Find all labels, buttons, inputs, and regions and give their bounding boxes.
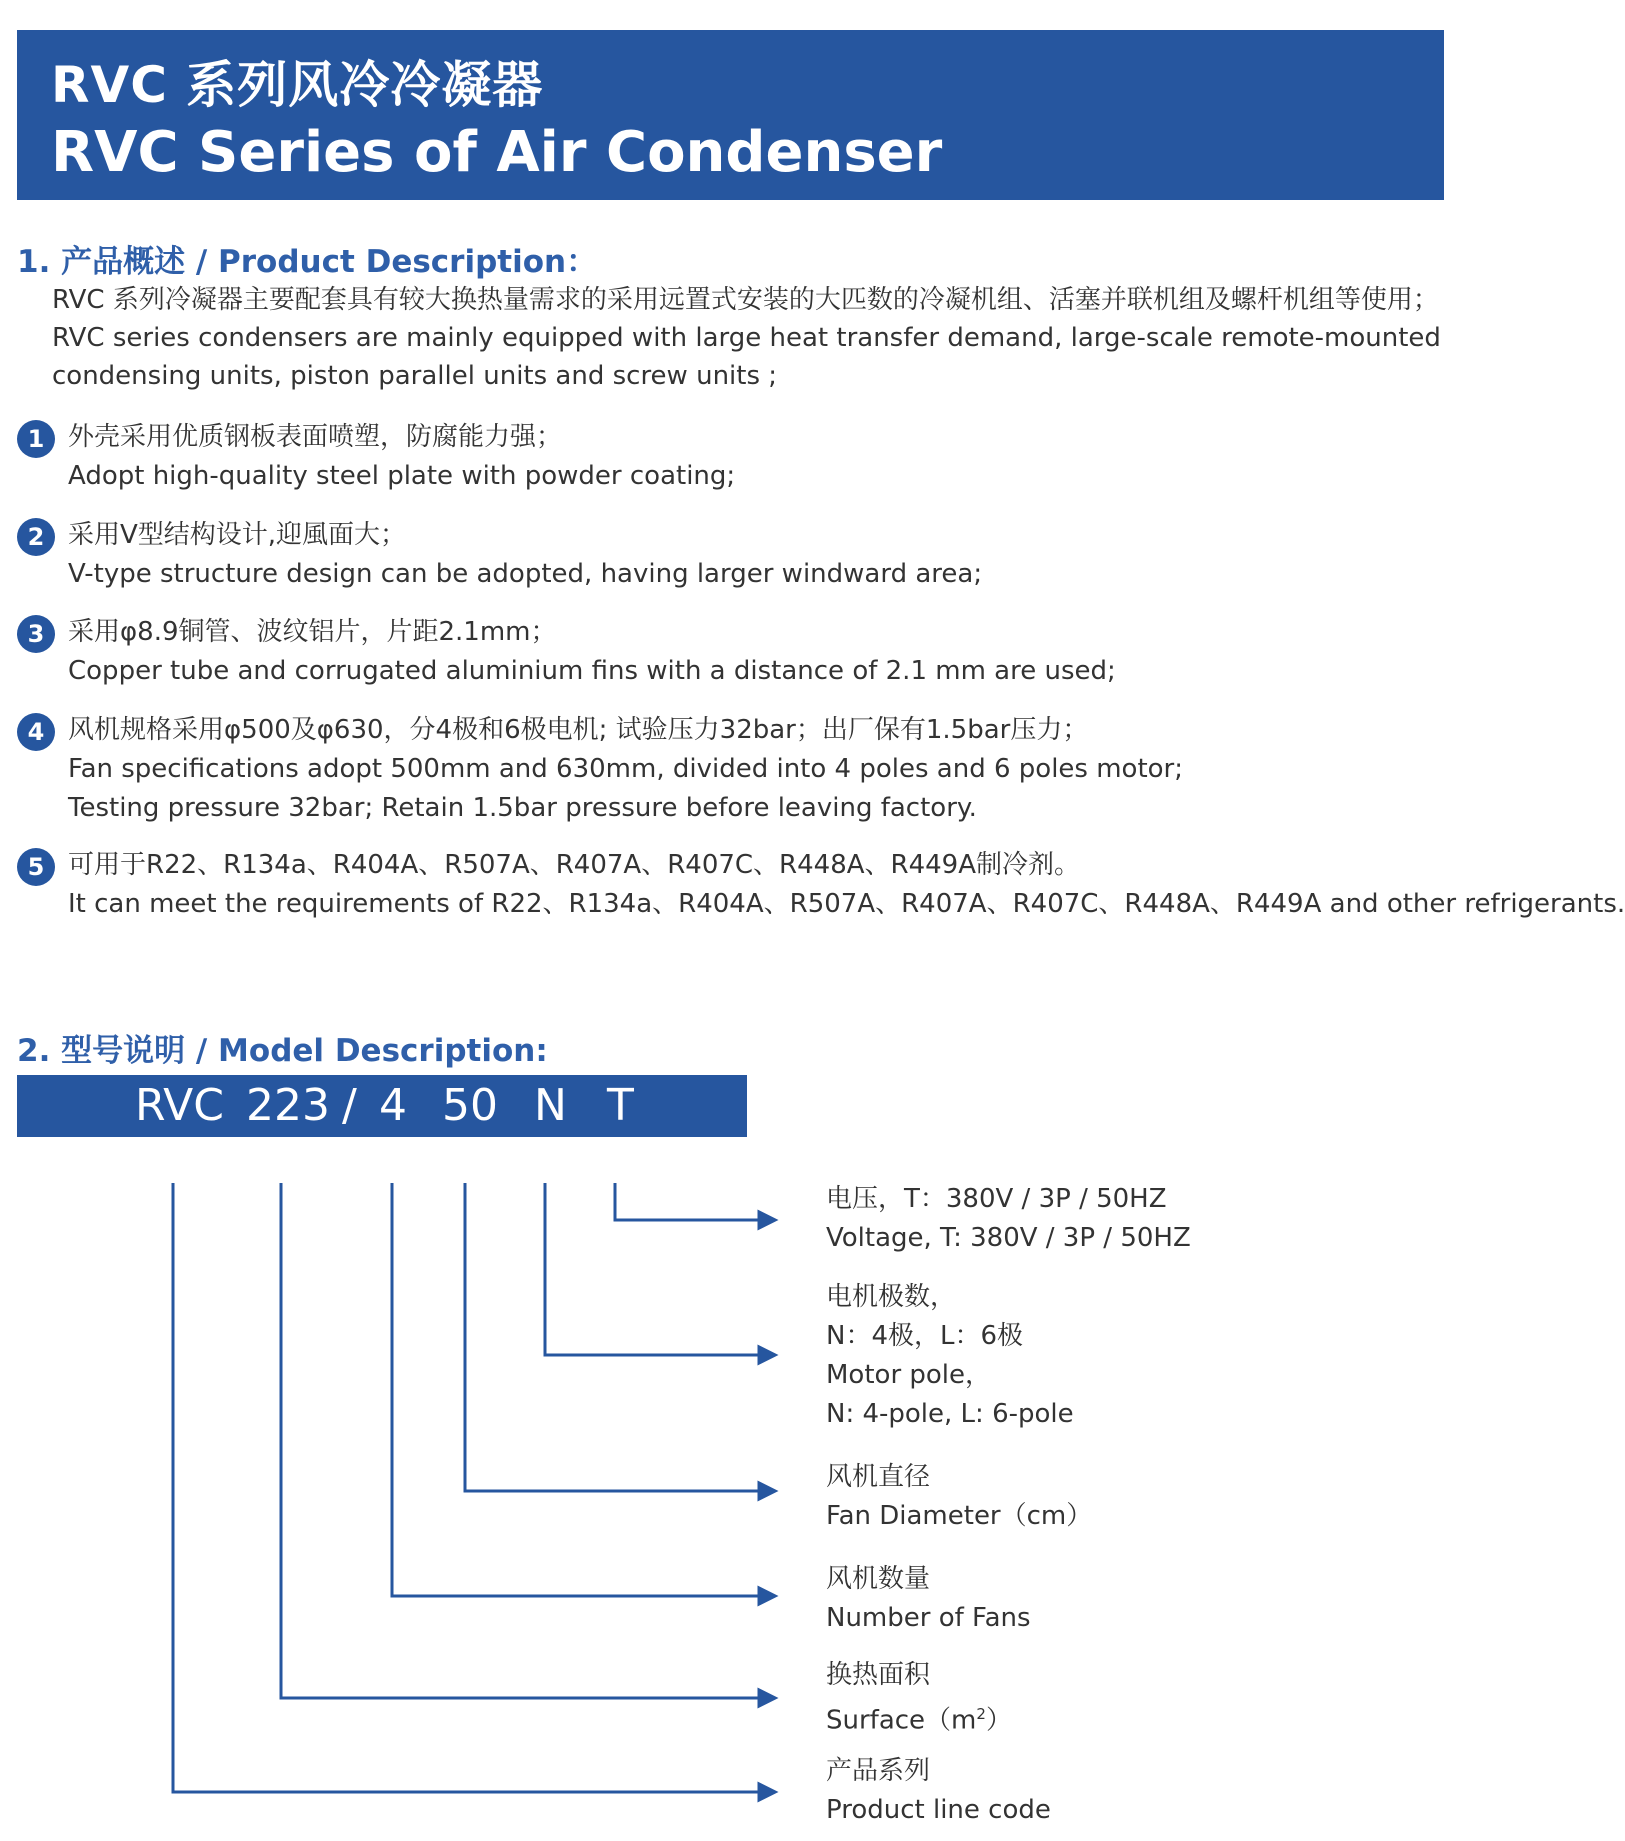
connector-surface [281, 1183, 775, 1698]
feature-text-cn: 外壳采用优质钢板表面喷塑，防腐能力强； [68, 422, 563, 452]
feature-text-cn: 可用于R22、R134a、R404A、R507A、R407A、R407C、R448A、R449A制冷剂。 [68, 850, 1081, 880]
label-motor-pole-en-detail: N: 4-pole, L: 6-pole [826, 1399, 1074, 1429]
connector-product-line [173, 1183, 775, 1792]
label-surface-cn: 换热面积 [826, 1660, 931, 1690]
label-surface-superscript: 2 [976, 1705, 986, 1723]
label-voltage-cn: 电压，T：380V / 3P / 50HZ [826, 1184, 1167, 1214]
model-part-series: RVC [135, 1080, 224, 1131]
feature-text-en: Adopt high-quality steel plate with powder coating; [68, 461, 736, 491]
connector-fan-number [392, 1183, 775, 1596]
label-surface [826, 1656, 1012, 1741]
intro-chinese: RVC 系列冷凝器主要配套具有较大换热量需求的采用远置式安装的大匹数的冷凝机组、活塞并联机组及螺杆机组等使用； [52, 285, 1439, 315]
model-part-diameter: 50 [442, 1080, 498, 1131]
feature-text-cn: 采用V型结构设计,迎風面大； [68, 520, 407, 550]
label-product-line-cn: 产品系列 [826, 1756, 931, 1786]
label-fan-number-en: Number of Fans [826, 1603, 1031, 1633]
connector-voltage [615, 1183, 775, 1220]
label-fan-number-cn: 风机数量 [826, 1564, 931, 1594]
feature-text-cn: 风机规格采用φ500及φ630，分4极和6极电机; 试验压力32bar；出厂保有1.5bar压力； [68, 715, 1089, 745]
section-title-model-description: 2. 型号说明 / Model Description: [17, 1033, 548, 1069]
intro-english-line-1: RVC series condensers are mainly equipped with large heat transfer demand, large-scale remote-mounted [52, 323, 1441, 353]
label-surface-en-close: ） [985, 1705, 1012, 1736]
feature-text-en: V-type structure design can be adopted, having larger windward area; [68, 559, 983, 589]
model-part-slash: / [342, 1080, 357, 1131]
title-chinese: RVC 系列风冷冷凝器 [51, 56, 544, 114]
label-fan-number [826, 1560, 1031, 1638]
label-voltage-en: Voltage, T: 380V / 3P / 50HZ [826, 1223, 1191, 1253]
label-motor-pole-cn-detail: N：4极，L：6极 [826, 1321, 1024, 1351]
label-surface-en-text: Surface（m [826, 1705, 977, 1736]
label-voltage [826, 1180, 1191, 1258]
label-motor-pole [826, 1278, 1074, 1434]
section-title-product-description: 1. 产品概述 / Product Description： [17, 244, 598, 280]
label-product-line [826, 1752, 1051, 1830]
feature-text-en: It can meet the requirements of R22、R134a、R404A、R507A、R407A、R407C、R448A、R449A and other refrigerants. [68, 889, 1625, 919]
connector-fan-diameter [465, 1183, 775, 1491]
label-motor-pole-en: Motor pole， [826, 1360, 992, 1390]
label-product-line-en: Product line code [826, 1795, 1051, 1825]
feature-number-badge: 3 [17, 615, 55, 653]
model-part-surface: 223 [246, 1080, 330, 1131]
feature-text-cn: 采用φ8.9铜管、波纹铝片，片距2.1mm； [68, 617, 557, 647]
label-fan-diameter [826, 1458, 1092, 1536]
title-english: RVC Series of Air Condenser [51, 120, 943, 185]
label-fan-diameter-cn: 风机直径 [826, 1462, 931, 1492]
label-surface-en [826, 1695, 1012, 1741]
intro-english-line-2: condensing units, piston parallel units and screw units ; [52, 361, 778, 391]
feature-number-badge: 5 [17, 848, 55, 886]
feature-number-badge: 4 [17, 713, 55, 751]
feature-text-en: Fan specifications adopt 500mm and 630mm, divided into 4 poles and 6 poles motor; [68, 754, 1184, 784]
label-fan-diameter-en: Fan Diameter（cm） [826, 1501, 1093, 1531]
feature-text-en: Testing pressure 32bar; Retain 1.5bar pressure before leaving factory. [68, 793, 977, 823]
feature-number-badge: 2 [17, 518, 55, 556]
model-part-fans: 4 [379, 1080, 407, 1131]
model-part-pole: N [534, 1080, 567, 1131]
feature-text-en: Copper tube and corrugated aluminium fins with a distance of 2.1 mm are used; [68, 656, 1116, 686]
connector-motor-pole [545, 1183, 775, 1355]
model-part-voltage: T [607, 1080, 634, 1131]
label-motor-pole-cn: 电机极数， [826, 1282, 957, 1312]
feature-number-badge: 1 [17, 420, 55, 458]
